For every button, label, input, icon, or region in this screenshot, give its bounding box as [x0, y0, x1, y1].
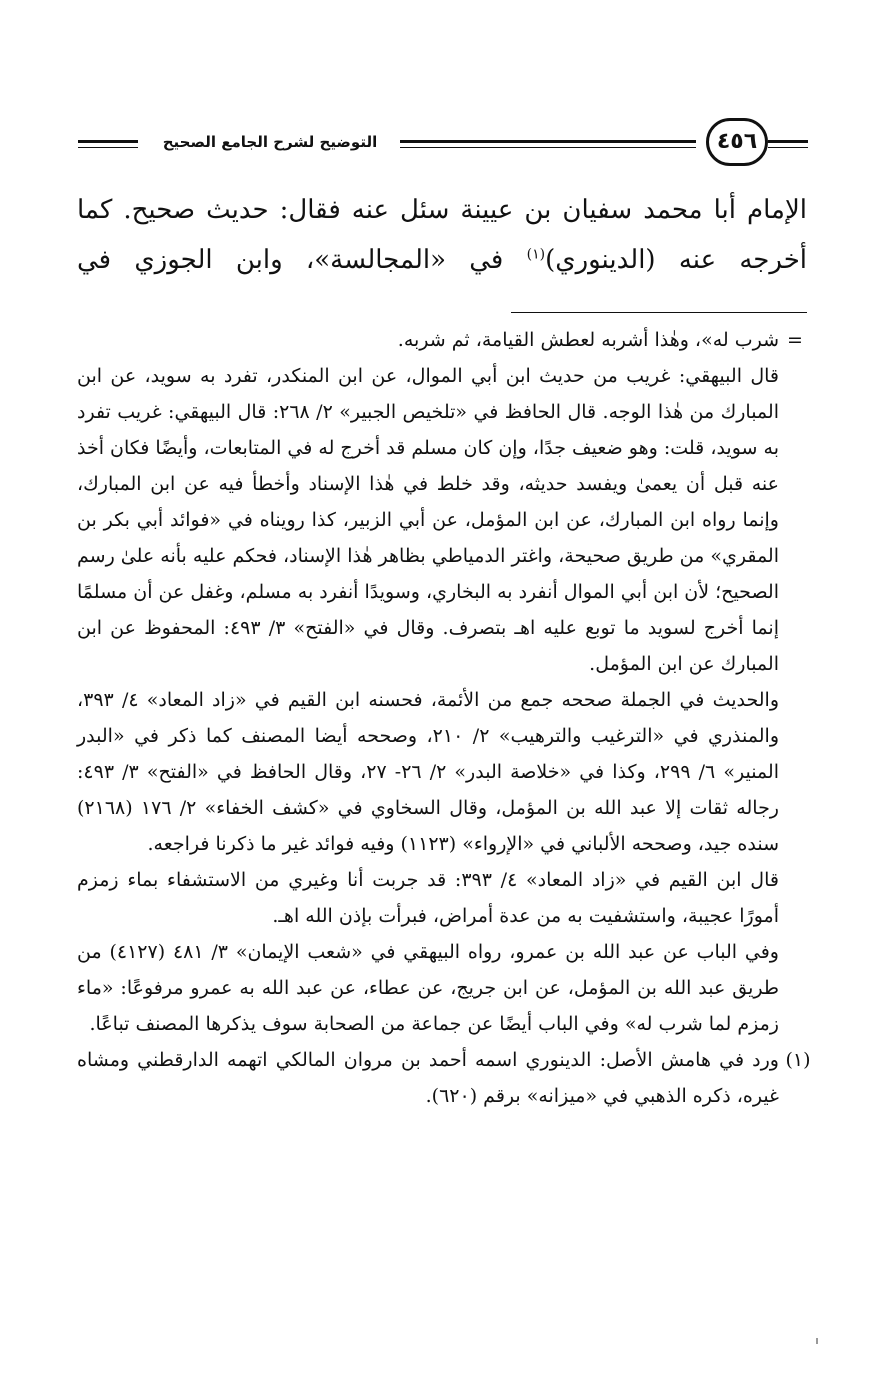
continuation-marker: = — [787, 329, 803, 351]
main-line-2 — [77, 235, 807, 285]
header-rule-middle — [400, 140, 696, 148]
footnote-paragraph: قال البيهقي: غريب من حديث ابن أبي الموال، عن ابن المنكدر، تفرد به سويد، عن ابن المبارك من هٰذا الوجه. قال الحافظ في «تلخيص الجبير» ٢/ ٢٦٨: قال البيهقي: غريب تفرد به سويد، قلت: وهو ضعيف جدًا، وإن كان مسلم قد أخرج له في المتابعات، وأيضًا فكان أخذ عنه قبل أن يعمىٰ ويفسد حديثه، وقد خلط في هٰذا الإسناد وأخطأ فيه عن ابن المبارك، وإنما رواه ابن المبارك، عن ابن المؤمل، عن أبي الزبير، كذا رويناه في «فوائد أبي بكر بن المقري» من طريق صحيحة، واغتر الدمياطي بظاهر هٰذا الإسناد، فحكم عليه بأنه علىٰ رسم الصحيح؛ لأن ابن أبي الموال أنفرد به البخاري، وسويدًا أنفرد به مسلم، وغفل عن أن مسلمًا إنما أخرج لسويد ما توبع عليه اهـ بتصرف. وقال في «الفتح» ٣/ ٤٩٣: المحفوظ عن ابن المبارك عن ابن المؤمل. — [77, 365, 779, 675]
footnote-paragraphs — [77, 358, 807, 1042]
footnote-paragraph: قال ابن القيم في «زاد المعاد» ٤/ ٣٩٣: قد جربت أنا وغيري من الاستشفاء بماء زمزم أمورًا عجيبة، واستشفيت به من عدة أمراض، فبرأت بإذن الله اهـ. — [77, 869, 779, 927]
header-rule-right — [768, 140, 808, 148]
main-text — [77, 185, 807, 285]
footnote-paragraph: وفي الباب عن عبد الله بن عمرو، رواه البيهقي في «شعب الإيمان» ٣/ ٤٨١ (٤١٢٧) من طريق عبد الله بن المؤمل، عن ابن جريج، عن عطاء، عن عبد الله به عمرو مرفوعًا: «ماء زمزم لما شرب له» وفي الباب أيضًا عن جماعة من الصحابة سوف يذكرها المصنف تباعًا. — [77, 941, 779, 1035]
scan-mark — [816, 1338, 818, 1344]
footnote-continuation — [77, 322, 807, 358]
footnote-reference: (١) — [526, 246, 546, 263]
main-line-1: الإمام أبا محمد سفيان بن عيينة سئل عنه فقال: حديث صحيح. كما — [77, 195, 807, 225]
running-title: التوضيح لشرح الجامع الصحيح — [162, 133, 378, 151]
main-line-2-before: أخرجه عنه (الدينوري) — [545, 245, 808, 275]
footnote-separator — [511, 312, 807, 313]
footnote-1 — [77, 1042, 811, 1114]
header-rule-left — [78, 140, 138, 148]
footnote-1-text: ورد في هامش الأصل: الدينوري اسمه أحمد بن مروان المالكي اتهمه الدارقطني ومشاه غيره، ذكره الذهبي في «ميزانه» برقم (٦٢٠). — [77, 1049, 779, 1107]
main-line-2-after: في «المجالسة»، وابن الجوزي في — [77, 245, 527, 275]
footnote-paragraph: والحديث في الجملة صححه جمع من الأئمة، فحسنه ابن القيم في «زاد المعاد» ٤/ ٣٩٣، والمنذري في «الترغيب والترهيب» ٢/ ٢١٠، وصححه أيضا المصنف كما ذكر في «البدر المنير» ٦/ ٢٩٩، وكذا في «خلاصة البدر» ٢/ ٢٦- ٢٧، وقال الحافظ في «الفتح» ٣/ ٤٩٣: رجاله ثقات إلا عبد الله بن المؤمل، وقال السخاوي في «كشف الخفاء» ٢/ ١٧٦ (٢١٦٨) سنده جيد، وصححه الألباني في «الإرواء» (١١٢٣) وفيه فوائد غير ما ذكرنا فراجعه. — [77, 689, 779, 855]
continuation-first-line: شرب له»، وهٰذا أشربه لعطش القيامة، ثم شربه. — [397, 329, 779, 351]
footnote-1-number: (١) — [785, 1049, 811, 1071]
page-number: ٤٥٦ — [706, 118, 768, 166]
footnotes — [77, 322, 811, 1114]
page-header — [78, 118, 808, 170]
